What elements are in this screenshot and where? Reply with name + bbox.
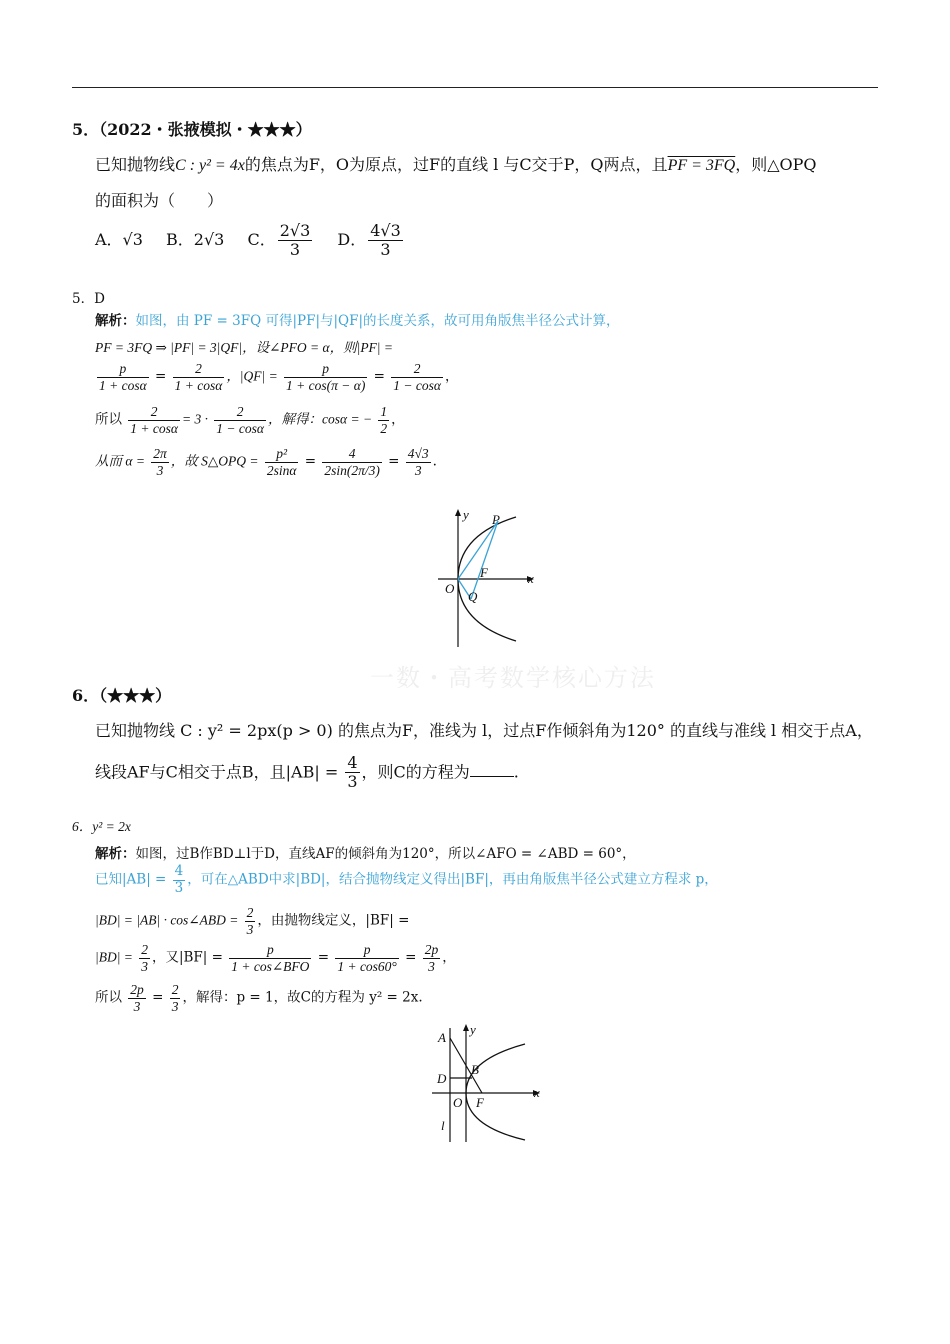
q5-options xyxy=(95,222,405,260)
fig1-label-p: P xyxy=(492,512,500,527)
fig2-label-x: x xyxy=(534,1085,540,1100)
s6-line3: |BD| = $\frac{2}{3}$ ，又|BF| = $\frac{p}{\text{1 + cos∠BFO}}$ = $\frac{p}{1 + \cos 60^\circ}$ = $\frac{2p}{3}$ ， xyxy=(95,942,456,974)
q5-stem-line2: 的面积为（ ） xyxy=(95,191,224,210)
fig1-label-q: Q xyxy=(468,589,478,604)
figure-parabola-abd xyxy=(420,1022,550,1144)
s5-answer: 5．D xyxy=(72,291,105,307)
s6-line2: |BD| = |AB| · cos∠ABD = $\frac{2}{3}$ ，由抛物线定义，|BF| = xyxy=(95,905,410,937)
fig2-y-arrow xyxy=(463,1024,469,1031)
fig2-label-o: O xyxy=(453,1095,463,1110)
fig1-line-op xyxy=(458,521,498,579)
fig1-label-y: y xyxy=(463,507,469,522)
s5-line3: 所以 $\frac{2}{1 + \cos\alpha}$ = 3 · $\frac{2}{1 - \cos\alpha}$ ，解得：cosα = − $\frac{1}{2}$ ， xyxy=(95,404,405,436)
q5-header: 5．（2022・张掖模拟・★★★） xyxy=(72,120,312,139)
q5-option-d: D． $\frac{4√3}{3}$ xyxy=(337,221,401,260)
s6-line4: 所以 $\frac{2p}{3}$ = $\frac{2}{3}$ ，解得：p = 1，故C的方程为 y² = 2x. xyxy=(95,982,423,1014)
fig2-parabola xyxy=(466,1044,525,1140)
s5-line4: 从而 α = $\frac{2\pi}{3}$ ，故 S△OPQ = $\frac{\text{p²}}{2\sin\alpha}$ = $\frac{4}{2\sin(2\pi/3)}$ = $\frac{4√3}{3}$ . xyxy=(95,446,437,478)
fig1-y-arrow xyxy=(455,509,461,516)
q6-line1: 已知抛物线 C : y² = 2px(p > 0) 的焦点为F，准线为 l，过点F作倾斜角为120° 的直线与准线 l 相交于点A， xyxy=(95,721,873,740)
q5-option-a: A．√3 xyxy=(95,230,143,250)
fig1-label-o: O xyxy=(445,581,455,596)
q6-answer-blank xyxy=(470,764,514,777)
q5-stem: 已知抛物线C : y² = 4x的焦点为F，O为原点，过F的直线 l 与C交于P，Q两点，且PF = 3FQ，则△OPQ xyxy=(95,155,817,174)
fig2-label-a: A xyxy=(438,1030,446,1045)
fig2-label-y: y xyxy=(470,1022,476,1037)
q5-option-c: C． $\frac{2√3}{3}$ xyxy=(247,221,311,260)
figure-parabola-opq xyxy=(430,505,545,650)
watermark: 一数・高考数学核心方法 xyxy=(370,664,656,692)
fig2-label-d: D xyxy=(437,1071,447,1086)
s5-hint: 解析：如图，由 PF = 3FQ 可得|PF|与|QF|的长度关系，故可用角版焦半径公式计算， xyxy=(95,313,620,329)
q5-option-b: B．2√3 xyxy=(166,230,225,250)
fig1-label-f: F xyxy=(480,565,488,580)
q6-header: 6．（★★★） xyxy=(72,686,172,705)
s5-line1: PF = 3FQ ⇒ |PF| = 3|QF|，设∠PFO = α，则|PF| = xyxy=(95,340,394,355)
q6-line2: 线段AF与C相交于点B，且|AB| = $\frac{4}{3}$ ，则C的方程为 . xyxy=(95,753,519,792)
s5-line2: $\frac{p}{1 + \cos\alpha}$ = $\frac{2}{1 + \cos\alpha}$ ，|QF| = $\frac{p}{1 + \cos(\pi - \alpha)}$ = $\frac{2}{1 - \cos\alpha}$ ， xyxy=(99,361,459,393)
s6-line1: 解析：如图，过B作BD⊥l于D，直线AF的倾斜角为120°，所以∠AFO = ∠ABD = 60°， xyxy=(95,846,636,862)
fig1-line-pq xyxy=(471,521,498,599)
fig2-label-f: F xyxy=(476,1095,484,1110)
fig2-label-b: B xyxy=(471,1062,479,1077)
s6-hint: 已知|AB| = $\frac{4}{3}$ ，可在△ABD中求|BD|，结合抛物线定义得出|BF|，再由角版焦半径公式建立方程求 p， xyxy=(95,863,718,896)
fig1-label-x: x xyxy=(528,571,534,586)
fig2-label-l: l xyxy=(441,1118,445,1133)
s6-answer: 6．y² = 2x xyxy=(72,819,131,834)
top-rule xyxy=(72,87,878,88)
